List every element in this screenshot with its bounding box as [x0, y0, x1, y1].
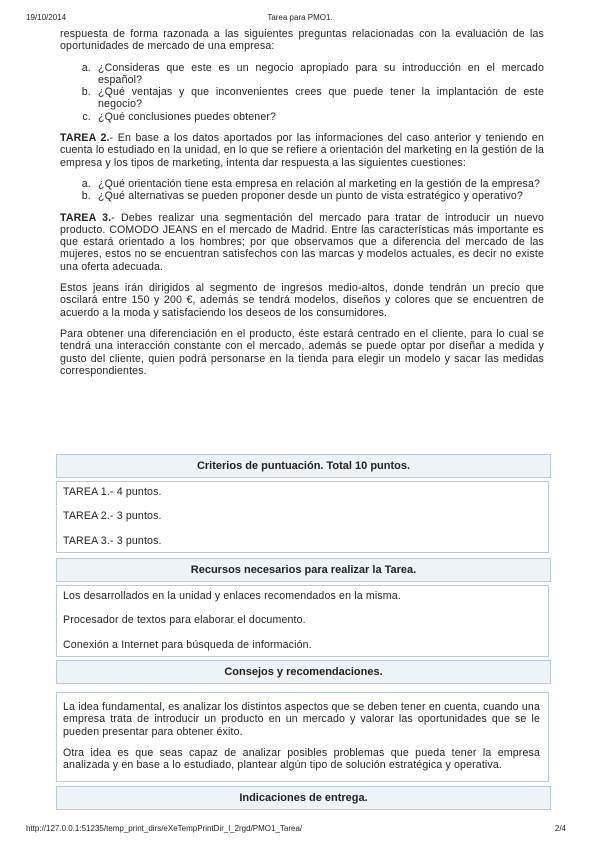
tarea2-text: - En base a los datos aportados por las informaciones del caso anterior y teniendo en cuenta lo estudiado en la unidad, en lo que se refiere a orientación del marketing en la gestión de la empresa y los tipos de marketing, intenta dar respuesta a las siguientes cuestiones: — [60, 132, 544, 169]
list-item: TAREA 3.- 3 puntos. — [63, 534, 162, 547]
list-item: Conexión a Internet para búsqueda de información. — [63, 638, 312, 651]
print-url: http://127.0.0.1:51235/temp_print_dirs/eXeTempPrintDir_l_2rgd/PMO1_Tarea/ — [26, 824, 303, 833]
list-item: c. ¿Qué conclusiones puedes obtener? — [94, 111, 544, 123]
tarea1-questions — [60, 62, 544, 123]
list-item: TAREA 1.- 4 puntos. — [63, 486, 162, 498]
recursos-box — [56, 585, 549, 657]
tarea3-paragraph — [60, 212, 544, 273]
tarea2-label: TAREA 2. — [60, 132, 110, 145]
tarea3-paragraph-3: Para obtener una diferenciación en el producto, éste estará centrado en el cliente, para lo cual se tendrá una interacción constante con el mercado, además se puede optar por diseñar a medida y gusto del cliente, quien podrá personarse en la tienda para elegir un modelo y sacar las medidas correspondientes. — [60, 327, 544, 377]
intro-paragraph: respuesta de forma razonada a las siguientes preguntas relacionadas con la evaluación de las oportunidades de mercado de una empresa: — [60, 28, 544, 53]
tarea3-text: - Debes realizar una segmentación del mercado para tratar de introducir un nuevo producto. COMODO JEANS en el mercado de Madrid. Entre las características más importante es que estará orientado a los hombres; por que observamos que a diferencia del mercado de las mujeres, estos no se encuentran satisfechos con las marcas y modelos actuales, es decir no existe una oferta adecuada. — [60, 211, 544, 273]
list-item: a. ¿Consideras que este es un negocio apropiado para su introducción en el mercado español? — [94, 62, 544, 87]
criterios-box — [56, 481, 549, 553]
print-date: 19/10/2014 — [26, 13, 67, 22]
recursos-heading: Recursos necesarios para realizar la Tarea. — [56, 558, 551, 582]
list-item: b. ¿Qué ventajas y que inconvenientes crees que puede tener la implantación de este negocio? — [94, 86, 544, 111]
page-number: 2/4 — [554, 824, 566, 833]
tarea3-label: TAREA 3. — [60, 211, 112, 224]
task-content — [60, 28, 544, 386]
list-item: b. ¿Qué alternativas se pueden proponer desde un punto de vista estratégico y operativo? — [94, 190, 544, 202]
list-item: a. ¿Qué orientación tiene esta empresa en relación al marketing en la gestión de la empresa? — [94, 178, 544, 190]
tarea2-paragraph — [60, 132, 544, 169]
list-item: TAREA 2.- 3 puntos. — [63, 510, 162, 523]
criterios-heading: Criterios de puntuación. Total 10 puntos. — [56, 454, 551, 478]
tarea2-questions — [60, 178, 544, 203]
consejos-paragraph: Otra idea es que seas capaz de analizar posibles problemas que pueda tener la empresa analizada y en base a lo estudiado, plantear algún tipo de solución estratégica y operativa. — [63, 746, 540, 772]
list-item: Procesador de textos para elaborar el documento. — [63, 614, 306, 627]
tarea3-paragraph-2: Estos jeans irán dirigidos al segmento de ingresos medio-altos, donde tendrán un precio que oscilará entre 150 y 200 €, además se tendrá modelos, diseños y colores que se encuentren de acuerdo a la moda y satisfaciendo los deseos de los consumidores. — [60, 282, 544, 319]
print-title: Tarea para PMO1. — [267, 13, 333, 22]
list-item: Los desarrollados en la unidad y enlaces recomendados en la misma. — [63, 590, 401, 602]
indicaciones-heading: Indicaciones de entrega. — [56, 786, 551, 810]
consejos-box — [56, 692, 549, 782]
consejos-heading: Consejos y recomendaciones. — [56, 660, 551, 684]
consejos-paragraph: La idea fundamental, es analizar los distintos aspectos que se deben tener en cuenta, cuando una empresa trata de introducir un producto en un mercado y valorar las oportunidades que se le pueden presentar para obtener éxito. — [63, 701, 540, 738]
